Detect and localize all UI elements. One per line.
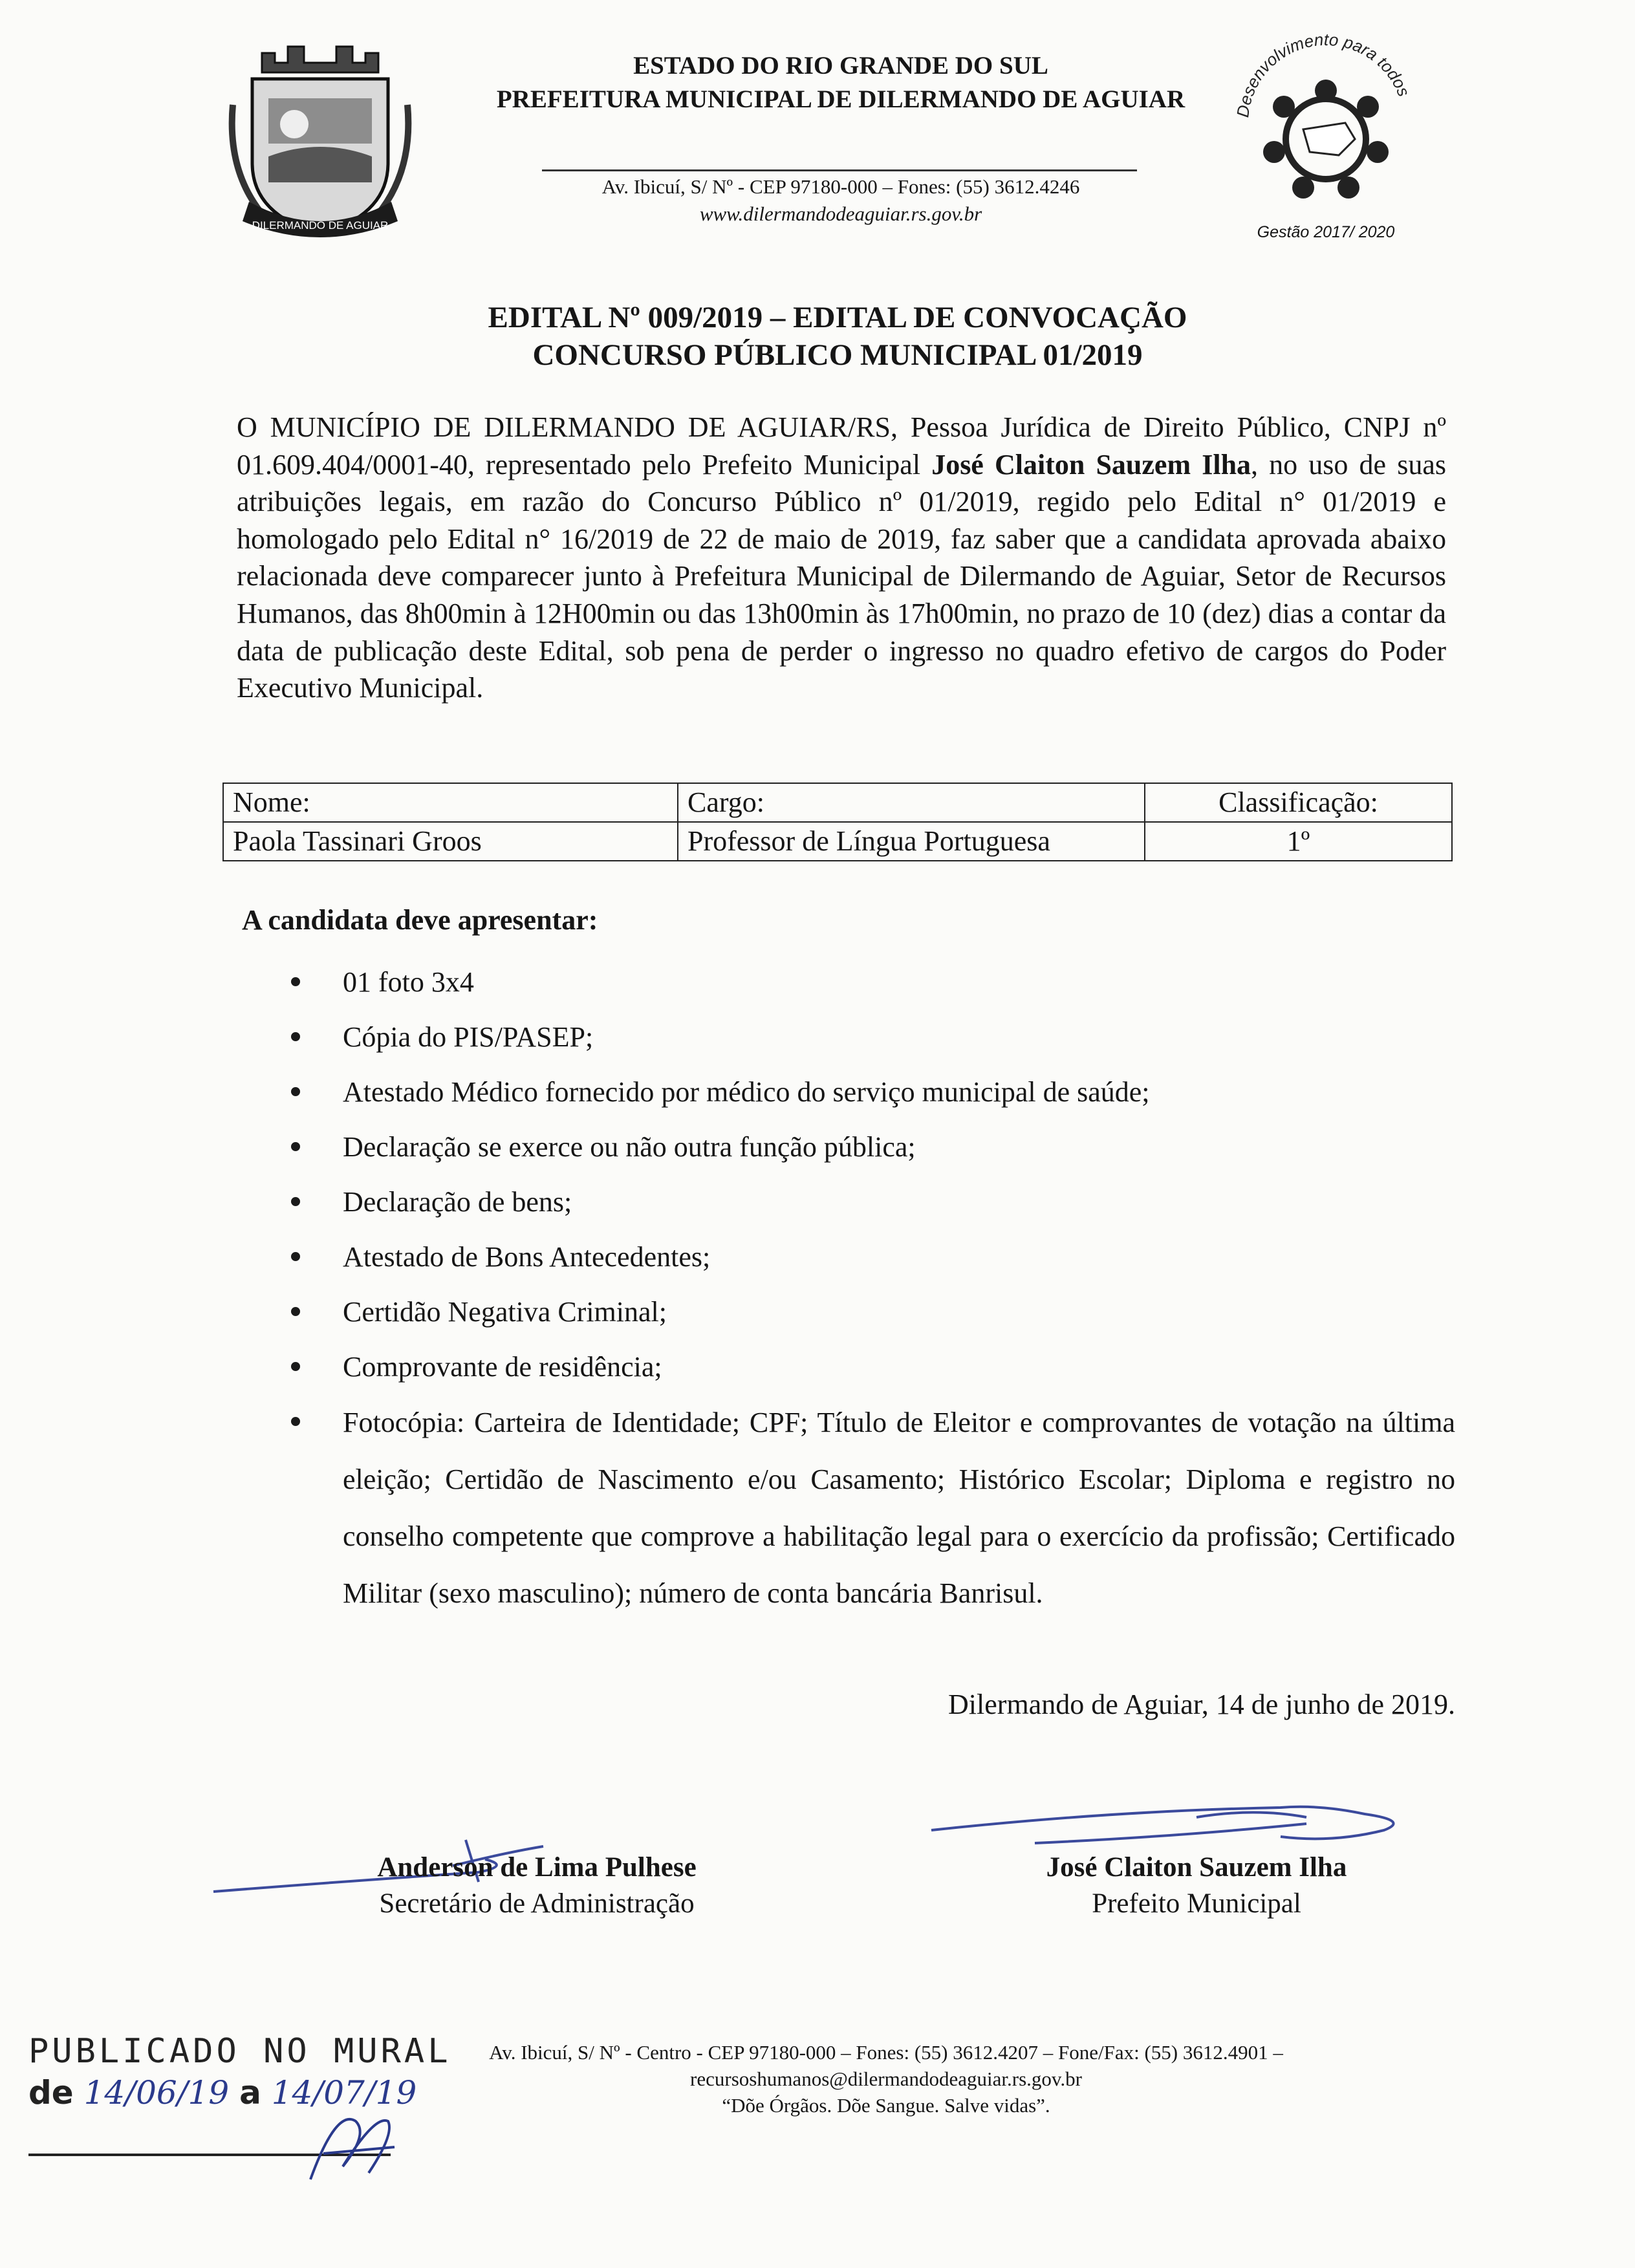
table-row [223,822,1452,861]
table-cell-nome: Paola Tassinari Groos [223,822,678,861]
signature-right-role: Prefeito Municipal [1092,1888,1301,1919]
table-header-classificacao: Classificação: [1145,783,1452,822]
slogan-text: Desenvolvimento para todos [1233,29,1414,119]
crest-banner-text: DILERMANDO DE AGUIAR [252,219,389,232]
stamp-prefix: de [28,2074,74,2111]
list-item: Cópia do PIS/PASEP; [285,1010,1455,1064]
publication-stamp: PUBLICADO NO MURAL [28,2032,451,2071]
table-header-cargo: Cargo: [678,783,1145,822]
header-address: Av. Ibicuí, S/ Nº - CEP 97180-000 – Fones: (55) 3612.4246 [601,175,1080,198]
svg-text:Desenvolvimento para todos [1233,30,1414,118]
gestao-label: Gestão 2017/ 2020 [1257,223,1395,241]
list-item: Atestado de Bons Antecedentes; [285,1229,1455,1284]
list-item: Fotocópia: Carteira de Identidade; CPF; Título de Eleitor e comprovantes de votação na última eleição; Certidão de Nascimento e/ou Casamento; Histórico Escolar; Diploma e registro no conselho competente que comprove a habilitação legal para o exercício da profissão; Certificado Militar (sexo masculino); número de conta bancária Banrisul. [285,1394,1455,1622]
main-paragraph [237,409,1446,707]
slogan-logo-icon [1222,26,1429,220]
stamp-connector: a [239,2074,261,2111]
header-prefecture: PREFEITURA MUNICIPAL DE DILERMANDO DE AGUIAR [496,85,1186,113]
table-cell-cargo: Professor de Língua Portuguesa [678,822,1145,861]
signature-right [951,1850,1442,1922]
signature-left [259,1850,815,1922]
candidate-table [222,783,1453,861]
table-header-nome: Nome: [223,783,678,822]
list-item: Declaração de bens; [285,1174,1455,1229]
requirements-list [285,955,1455,1622]
signature-left-role: Secretário de Administração [379,1888,695,1919]
signature-left-name: Anderson de Lima Pulhese [377,1852,697,1883]
footer-slogan: “Dõe Órgãos. Dõe Sangue. Salve vidas”. [722,2094,1050,2117]
list-item: Declaração se exerce ou não outra função pública; [285,1119,1455,1174]
footer-contact [401,2039,1371,2119]
edital-title-line1: EDITAL Nº 009/2019 – EDITAL DE CONVOCAÇÃO [488,301,1187,334]
header-divider [542,169,1137,171]
footer-email: recursoshumanos@dilermandodeaguiar.rs.gov.br [690,2068,1082,2090]
list-item: Atestado Médico fornecido por médico do serviço municipal de saúde; [285,1064,1455,1119]
stamp-date-from: 14/06/19 [83,2074,230,2111]
stamp-date-to: 14/07/19 [271,2074,417,2111]
paragraph-part2: , no uso de suas atribuições legais, em razão do Concurso Público nº 01/2019, regido pelo Edital n° 01/2019 e homologado pelo Edital n° 16/2019 de 22 de maio de 2019, faz saber que a candidata aprovada abaixo relacionada deve comparecer junto à Prefeitura Municipal de Dilermando de Aguiar, Setor de Recursos Humanos, das 8h00min à 12H00min ou das 13h00min às 17h00min, no prazo de 10 (dez) dias a contar da data de publicação deste Edital, sob pena de perder o ingresso no quadro efetivo de cargos do Poder Executivo Municipal. [237,448,1446,704]
header-state: ESTADO DO RIO GRANDE DO SUL [633,52,1048,80]
date-line: Dilermando de Aguiar, 14 de junho de 2019. [948,1689,1455,1720]
table-header-row [223,783,1452,822]
header-titles [375,49,1306,116]
paragraph-part1: O MUNICÍPIO DE DILERMANDO DE AGUIAR/RS, Pessoa Jurídica de Direito Público, CNPJ nº 01.609.404/0001-40, representado pelo Prefeito Municipal [237,411,1446,481]
signature-right-name: José Claiton Sauzem Ilha [1046,1852,1347,1883]
header-contact [466,173,1216,228]
requirements-title: A candidata deve apresentar: [242,904,598,936]
list-item: Comprovante de residência; [285,1339,1455,1394]
header-website: www.dilermandodeaguiar.rs.gov.br [699,202,982,225]
table-cell-classificacao: 1º [1145,822,1452,861]
stamp-initials-icon [298,2095,414,2192]
edital-title [194,299,1481,374]
footer-address: Av. Ibicuí, S/ Nº - Centro - CEP 97180-000 – Fones: (55) 3612.4207 – Fone/Fax: (55) 3612.4901 – [489,2041,1283,2064]
paragraph-mayor-name: José Claiton Sauzem Ilha [931,448,1251,481]
list-item: Certidão Negativa Criminal; [285,1284,1455,1339]
list-item: 01 foto 3x4 [285,955,1455,1010]
edital-title-line2: CONCURSO PÚBLICO MUNICIPAL 01/2019 [532,338,1143,372]
